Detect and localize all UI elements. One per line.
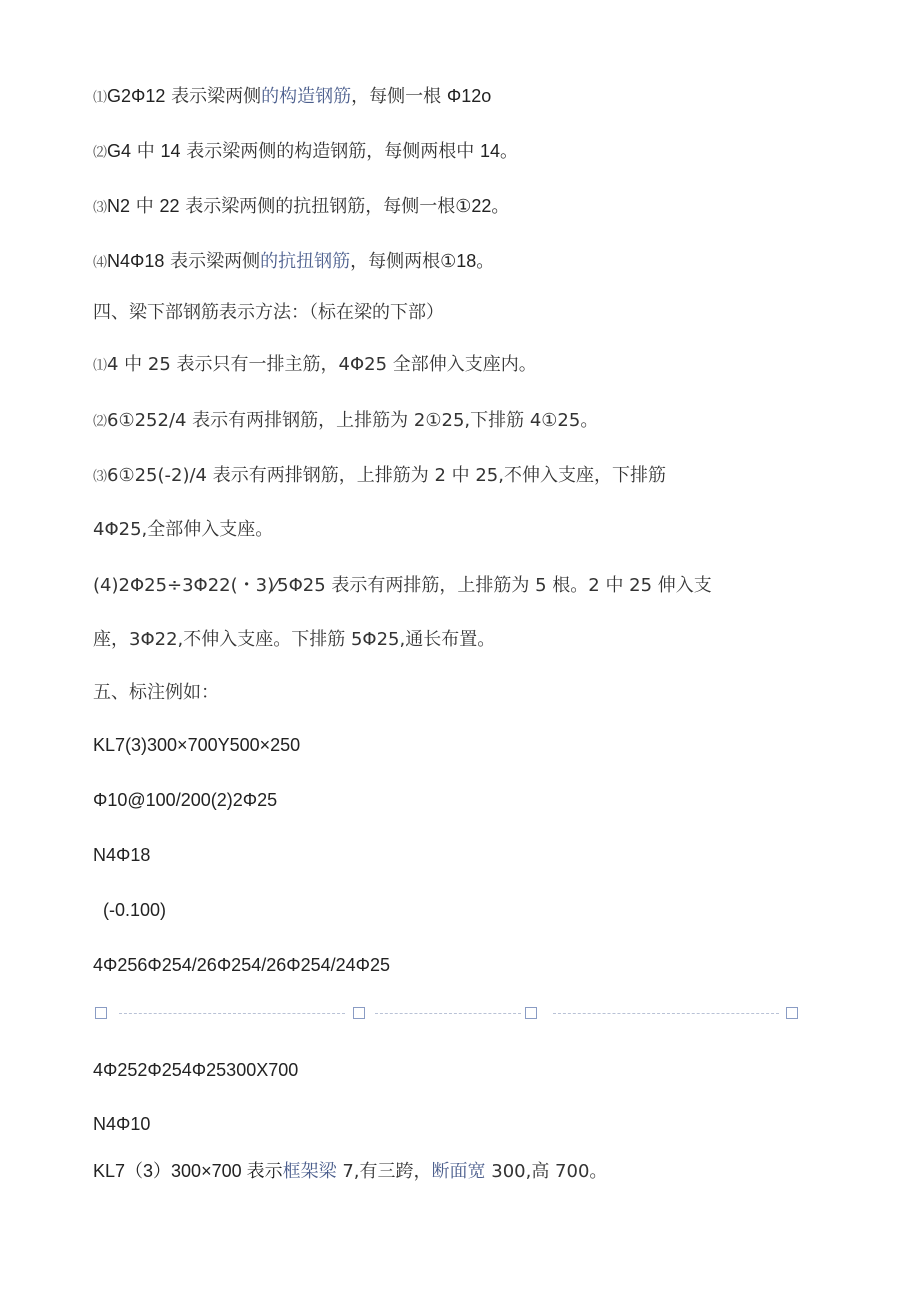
support-box [353, 1007, 365, 1019]
section-5-heading: 五、标注例如： [93, 682, 219, 703]
item-number: ⑶ [93, 200, 107, 216]
item-number: ⑷ [93, 255, 107, 271]
support-box [786, 1007, 798, 1019]
s4-item-2: ⑵6①252/4 表示有两排钢筋，上排筋为 2①25,下排筋 4①25。 [93, 410, 599, 431]
span-line [375, 1013, 521, 1014]
item-number: ⑴ [93, 90, 107, 106]
s4-item-1: ⑴4 中 25 表示只有一排主筋，4Φ25 全部伸入支座内。 [93, 354, 537, 375]
example-line-4: (-0.100) [103, 900, 167, 920]
s4-item-4-line-1: (4)2Φ25÷3Φ22(・3)⁄5Φ25 表示有两排筋，上排筋为 5 根。2 中 25 伸入支 [93, 575, 712, 596]
example-line-3: N4Φ18 [93, 845, 151, 865]
item-1: ⑴G2Φ12 表示梁两侧的构造钢筋，每侧一根 Φ12o [93, 86, 492, 107]
final-explanation: KL7（3）300×700 表示框架梁 7,有三跨，断面宽 300,高 700。 [93, 1161, 608, 1182]
s4-item-3: ⑶6①25(-2)/4 表示有两排钢筋，上排筋为 2 中 25,不伸入支座，下排筋 [93, 465, 666, 486]
support-box [525, 1007, 537, 1019]
s4-item-3-continued: 4Φ25,全部伸入支座。 [93, 519, 274, 540]
beam-span-diagram [93, 1005, 803, 1025]
s4-item-4-line-2: 座，3Φ22,不伸入支座。下排筋 5Φ25,通长布置。 [93, 629, 496, 650]
item-3: ⑶N2 中 22 表示梁两侧的抗扭钢筋，每侧一根①22。 [93, 196, 510, 217]
example-line-1: KL7(3)300×700Y500×250 [93, 735, 301, 755]
example-line-6: 4Φ252Φ254Φ25300X700 [93, 1060, 299, 1080]
span-line [119, 1013, 345, 1014]
item-number: ⑵ [93, 145, 107, 161]
example-line-5: 4Φ256Φ254/26Φ254/26Φ254/24Φ25 [93, 955, 391, 975]
span-line [553, 1013, 779, 1014]
section-4-heading: 四、梁下部钢筋表示方法：（标在梁的下部） [93, 302, 444, 323]
example-line-2: Φ10@100/200(2)2Φ25 [93, 790, 278, 810]
support-box [95, 1007, 107, 1019]
example-line-7: N4Φ10 [93, 1114, 151, 1134]
item-2: ⑵G4 中 14 表示梁两侧的构造钢筋，每侧两根中 14。 [93, 141, 518, 162]
item-4: ⑷N4Φ18 表示梁两侧的抗扭钢筋，每侧两根①18。 [93, 251, 495, 272]
